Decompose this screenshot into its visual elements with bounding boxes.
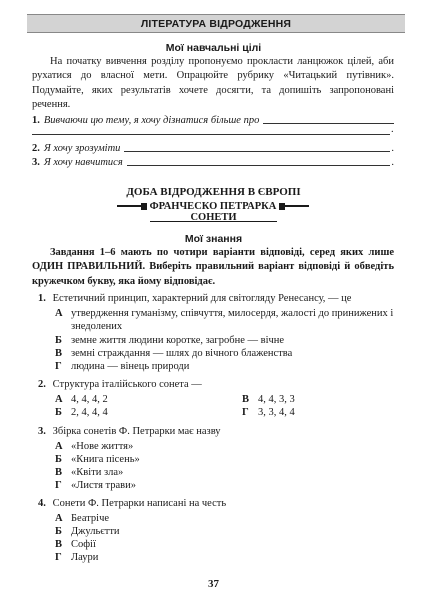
option-text: 2, 4, 4, 4 — [71, 407, 108, 418]
option-letter[interactable]: Б — [55, 335, 62, 346]
answer-option[interactable] — [242, 407, 295, 418]
answer-line[interactable] — [263, 114, 394, 124]
option-text: земне життя людини коротке, загробне — вічне — [71, 335, 285, 346]
question-1 — [38, 292, 394, 306]
option-letter[interactable]: В — [242, 394, 250, 405]
option-text: людина — вінець природи — [71, 361, 190, 372]
section-banner — [27, 14, 405, 33]
option-text: «Листя трави» — [71, 480, 137, 491]
answer-option[interactable] — [55, 347, 395, 360]
option-text: 3, 3, 4, 4 — [258, 407, 295, 418]
option-letter[interactable]: Б — [55, 454, 62, 465]
answer-option[interactable] — [55, 512, 395, 525]
question-3 — [38, 425, 394, 439]
goal-item-number: 1. — [32, 115, 40, 126]
option-text: Лаури — [71, 552, 99, 563]
question-number: 4. — [38, 498, 46, 509]
question-number: 1. — [38, 293, 46, 304]
goal-item-number: 2. — [32, 143, 40, 154]
question-text: Естетичний принцип, характерний для світогляду Ренесансу, — це — [52, 293, 352, 304]
question-text: Сонети Ф. Петрарки написані на честь — [52, 498, 227, 509]
answer-line[interactable] — [32, 126, 390, 135]
option-letter[interactable]: В — [55, 348, 63, 359]
goals-title: Мої навчальні цілі — [165, 42, 262, 54]
option-text: «Квіти зла» — [71, 467, 124, 478]
answer-option[interactable] — [242, 394, 295, 405]
answer-option[interactable] — [55, 360, 395, 373]
option-letter[interactable]: Г — [55, 552, 62, 563]
option-letter[interactable]: А — [55, 394, 63, 405]
option-letter[interactable]: Г — [55, 480, 62, 491]
option-text: Беатріче — [71, 513, 110, 524]
option-text: утвердження гуманізму, співчуття, милосердя, жалості до принижених і знедолених — [71, 308, 394, 332]
option-text: «Нове життя» — [71, 441, 134, 452]
author-heading — [117, 200, 309, 212]
option-text: Джульєтти — [71, 526, 120, 537]
option-text: Софії — [71, 539, 96, 550]
answer-option[interactable] — [55, 479, 395, 492]
answer-option[interactable] — [55, 538, 395, 551]
question-text: Збірка сонетів Ф. Петрарки має назву — [52, 426, 221, 437]
goal-item-prompt: Я хочу зрозуміти — [43, 143, 121, 154]
option-letter[interactable]: Б — [55, 526, 62, 537]
option-letter[interactable]: В — [55, 467, 63, 478]
option-letter[interactable]: А — [55, 308, 63, 319]
answer-option[interactable] — [55, 307, 395, 333]
answer-option[interactable] — [55, 334, 395, 347]
option-text: 4, 4, 4, 2 — [71, 394, 108, 405]
goal-item-prompt: Вивчаючи цю тему, я хочу дізнатися більше про — [43, 115, 260, 126]
answer-line[interactable] — [124, 142, 390, 152]
section-banner-text: ЛІТЕРАТУРА ВІДРОДЖЕННЯ — [140, 17, 292, 30]
chapter-subtitle: СОНЕТИ — [190, 212, 237, 223]
heading-rule-right — [285, 205, 309, 207]
goal-item-2 — [32, 142, 394, 154]
answer-option[interactable] — [55, 440, 395, 453]
goal-item-prompt: Я хочу навчитися — [43, 157, 123, 168]
goal-item-1 — [32, 114, 394, 126]
line-end-dot: . — [391, 157, 394, 168]
task-instructions — [32, 246, 394, 289]
question-number: 3. — [38, 426, 46, 437]
goals-paragraph — [32, 55, 394, 112]
page-number: 37 — [208, 578, 219, 590]
answer-option[interactable] — [55, 525, 395, 538]
subtitle-underline — [150, 221, 277, 222]
option-text: 4, 4, 3, 3 — [258, 394, 295, 405]
knowledge-title: Мої знання — [184, 233, 243, 245]
author-name: ФРАНЧЕСКО ПЕТРАРКА — [149, 200, 277, 212]
line-end-dot: . — [391, 143, 394, 154]
option-text: земні страждання — шлях до вічного блаженства — [71, 348, 293, 359]
answer-option[interactable] — [55, 407, 108, 418]
answer-option[interactable] — [55, 466, 395, 479]
option-letter[interactable]: В — [55, 539, 63, 550]
chapter-title: ДОБА ВІДРОДЖЕННЯ В ЄВРОПІ — [126, 186, 301, 198]
question-text: Структура італійського сонета — — [52, 379, 202, 390]
heading-rule-left — [117, 205, 141, 207]
option-letter[interactable]: А — [55, 513, 63, 524]
option-letter[interactable]: Г — [55, 361, 62, 372]
option-letter[interactable]: Б — [55, 407, 62, 418]
option-text: «Книга пісень» — [71, 454, 140, 465]
answer-option[interactable] — [55, 453, 395, 466]
question-2 — [38, 378, 394, 392]
answer-option[interactable] — [55, 394, 108, 405]
option-letter[interactable]: Г — [242, 407, 249, 418]
question-4 — [38, 497, 394, 511]
goal-item-3 — [32, 156, 394, 168]
answer-option[interactable] — [55, 551, 395, 564]
goal-item-number: 3. — [32, 157, 40, 168]
answer-line[interactable] — [127, 156, 391, 166]
question-number: 2. — [38, 379, 46, 390]
line-end-dot: . — [391, 124, 394, 135]
option-letter[interactable]: А — [55, 441, 63, 452]
task-instructions-text: Завдання 1–6 мають по чотири варіанти відповіді, серед яких лише ОДИН ПРАВИЛЬНИЙ. Виберіть правильний варіант відповіді й обведіть кружечком букву, яка йому відповідає. — [32, 247, 394, 287]
goals-paragraph-text: На початку вивчення розділу пропонуємо прокласти ланцюжок цілей, аби рухатися до власної мети. Опрацюйте рубрику «Читацький путівник». Подумайте, яких результатів хочете досягти, та допишіть запропоновані речення. — [32, 56, 394, 110]
